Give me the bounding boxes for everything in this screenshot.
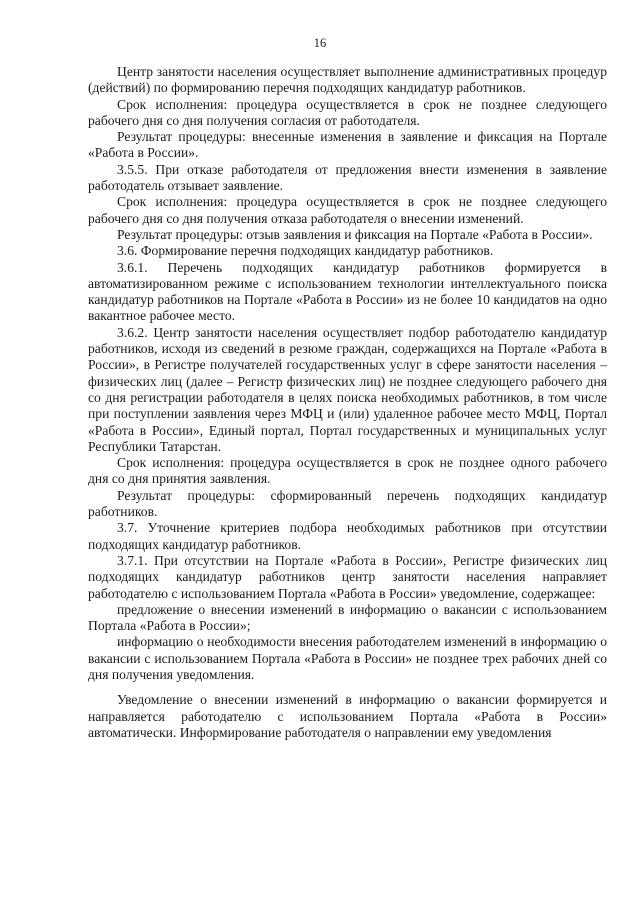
paragraph: Срок исполнения: процедура осуществляется в срок не позднее одного рабочего дня со дня принятия заявления. xyxy=(88,455,607,487)
paragraph: 3.7.1. При отсутствии на Портале «Работа в России», Регистре физических лиц подходящих кандидатур работников центр занятости населения направляет работодателю с использованием Портала «Работа в России» уведомление, содержащее: xyxy=(88,552,607,601)
list-item: предложение о внесении изменений в информацию о вакансии с использованием Портала «Работа в России»; xyxy=(88,601,607,634)
paragraph: Уведомление о внесении изменений в информацию о вакансии формируется и направляется работодателю с использованием Портала «Работа в России» автоматически. Информирование работодателя о направлении ему уведомления xyxy=(88,692,607,740)
section-heading: 3.6. Формирование перечня подходящих кандидатур работников. xyxy=(117,243,494,259)
paragraph: Результат процедуры: внесенные изменения в заявление и фиксация на Портале «Работа в России». xyxy=(88,129,607,161)
paragraph: Результат процедуры: сформированный перечень подходящих кандидатур работников. xyxy=(88,487,607,520)
paragraph: 3.6.1. Перечень подходящих кандидатур работников формируется в автоматизированном режиме с использованием технологии интеллектуального поиска кандидатур работников на Портале «Работа в России» из не более 10 кандидатов на одно вакантное рабочее место. xyxy=(88,259,607,324)
page-number: 16 xyxy=(313,36,327,50)
section-heading: 3.7. Уточнение критериев подбора необходимых работников при отсутствии подходящих кандидатур работников. xyxy=(88,520,607,552)
paragraph: Срок исполнения: процедура осуществляется в срок не позднее следующего рабочего дня со дня получения согласия от работодателя. xyxy=(88,96,607,128)
paragraph: 3.5.5. При отказе работодателя от предложения внести изменения в заявление работодатель отзывает заявление. xyxy=(88,161,607,194)
list-item: информацию о необходимости внесения работодателем изменений в информацию о вакансии с использованием Портала «Работа в России» не позднее трех рабочих дней со дня получения уведомления. xyxy=(88,634,607,682)
paragraph: Результат процедуры: отзыв заявления и фиксация на Портале «Работа в России». xyxy=(117,226,593,242)
paragraph: 3.6.2. Центр занятости населения осуществляет подбор работодателю кандидатур работников, исходя из сведений в резюме граждан, содержащихся на Портале «Работа в России», в Регистре получателей государственных услуг в сфере занятости населения – физических лиц (далее – Регистр физических лиц) не позднее следующего рабочего дня со дня регистрации работодателя в целях поиска необходимых работников, в том числе при поступлении заявления через МФЦ и (или) удаленное рабочее место МФЦ, Портал «Работа в России», Единый портал, Портал государственных и муниципальных услуг Республики Татарстан. xyxy=(88,324,607,454)
paragraph: Центр занятости населения осуществляет выполнение административных процедур (действий) по формированию перечня подходящих кандидатур работников. xyxy=(88,64,607,96)
paragraph: Срок исполнения: процедура осуществляется в срок не позднее следующего рабочего дня со дня получения отказа работодателя о внесении изменений. xyxy=(88,194,607,226)
document-body xyxy=(88,64,607,741)
